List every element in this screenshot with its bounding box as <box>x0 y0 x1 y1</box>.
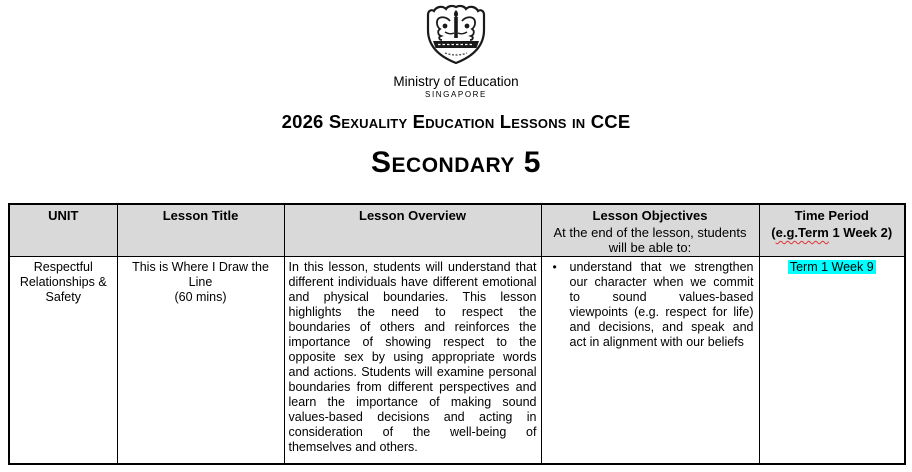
col-header-lesson-objectives-subtitle: At the end of the lesson, students will be able to: <box>553 225 747 255</box>
table-header-row <box>9 204 905 256</box>
lesson-title-cell <box>117 256 284 464</box>
col-header-lesson-objectives-label: Lesson Objectives <box>592 208 708 223</box>
col-header-lesson-title-label: Lesson Title <box>162 208 239 223</box>
time-period-cell <box>759 256 905 464</box>
moe-crest-icon <box>423 4 489 66</box>
col-header-time-period-label: Time Period <box>794 208 869 223</box>
objective-list-item <box>546 260 755 350</box>
col-header-lesson-objectives <box>541 204 759 256</box>
unit-cell <box>9 256 117 464</box>
lesson-title-value: This is Where I Draw the Line <box>132 259 269 289</box>
section-title: Secondary 5 <box>371 146 541 179</box>
col-header-time-period <box>759 204 905 256</box>
lesson-row <box>9 256 905 464</box>
col-header-lesson-title <box>117 204 284 256</box>
document-title: 2026 Sexuality Education Lessons in CCE <box>281 111 631 132</box>
spellcheck-squiggle-text: e.g.Term <box>775 225 829 240</box>
col-header-unit <box>9 204 117 256</box>
col-header-lesson-overview-label: Lesson Overview <box>359 208 466 223</box>
highlighted-time-period: Term 1 Week 9 <box>789 259 874 274</box>
unit-value: Respectful Relationships & Safety <box>19 259 107 304</box>
col-header-unit-label: UNIT <box>48 208 79 223</box>
ministry-name: Ministry of Education <box>393 74 519 89</box>
col-header-lesson-overview <box>284 204 541 256</box>
lesson-objectives-cell <box>541 256 759 464</box>
lesson-duration-value: (60 mins) <box>174 289 227 304</box>
document-header <box>0 0 912 180</box>
ministry-country: SINGAPORE <box>425 90 487 99</box>
objective-text: understand that we strengthen our character when we commit to sound values-based viewpoints (e.g. respect for life) and decisions, and speak and act in alignment with our beliefs <box>569 259 754 349</box>
col-header-time-period-example: (e.g.Term 1 Week 2) <box>771 225 893 240</box>
lesson-overview-cell: In this lesson, students will understand that different individuals have different emotional and physical boundaries. This lesson highlights the need to respect the boundaries of others and reinforces the importance of showing respect to the opposite sex by using appropriate words and actions. Students will examine personal boundaries from different perspectives and learn the importance of making sound values-based decisions and acting in consideration of the well-being of themselves and others. <box>284 256 541 464</box>
bullet-icon: • <box>552 259 557 274</box>
lessons-table <box>8 203 906 465</box>
